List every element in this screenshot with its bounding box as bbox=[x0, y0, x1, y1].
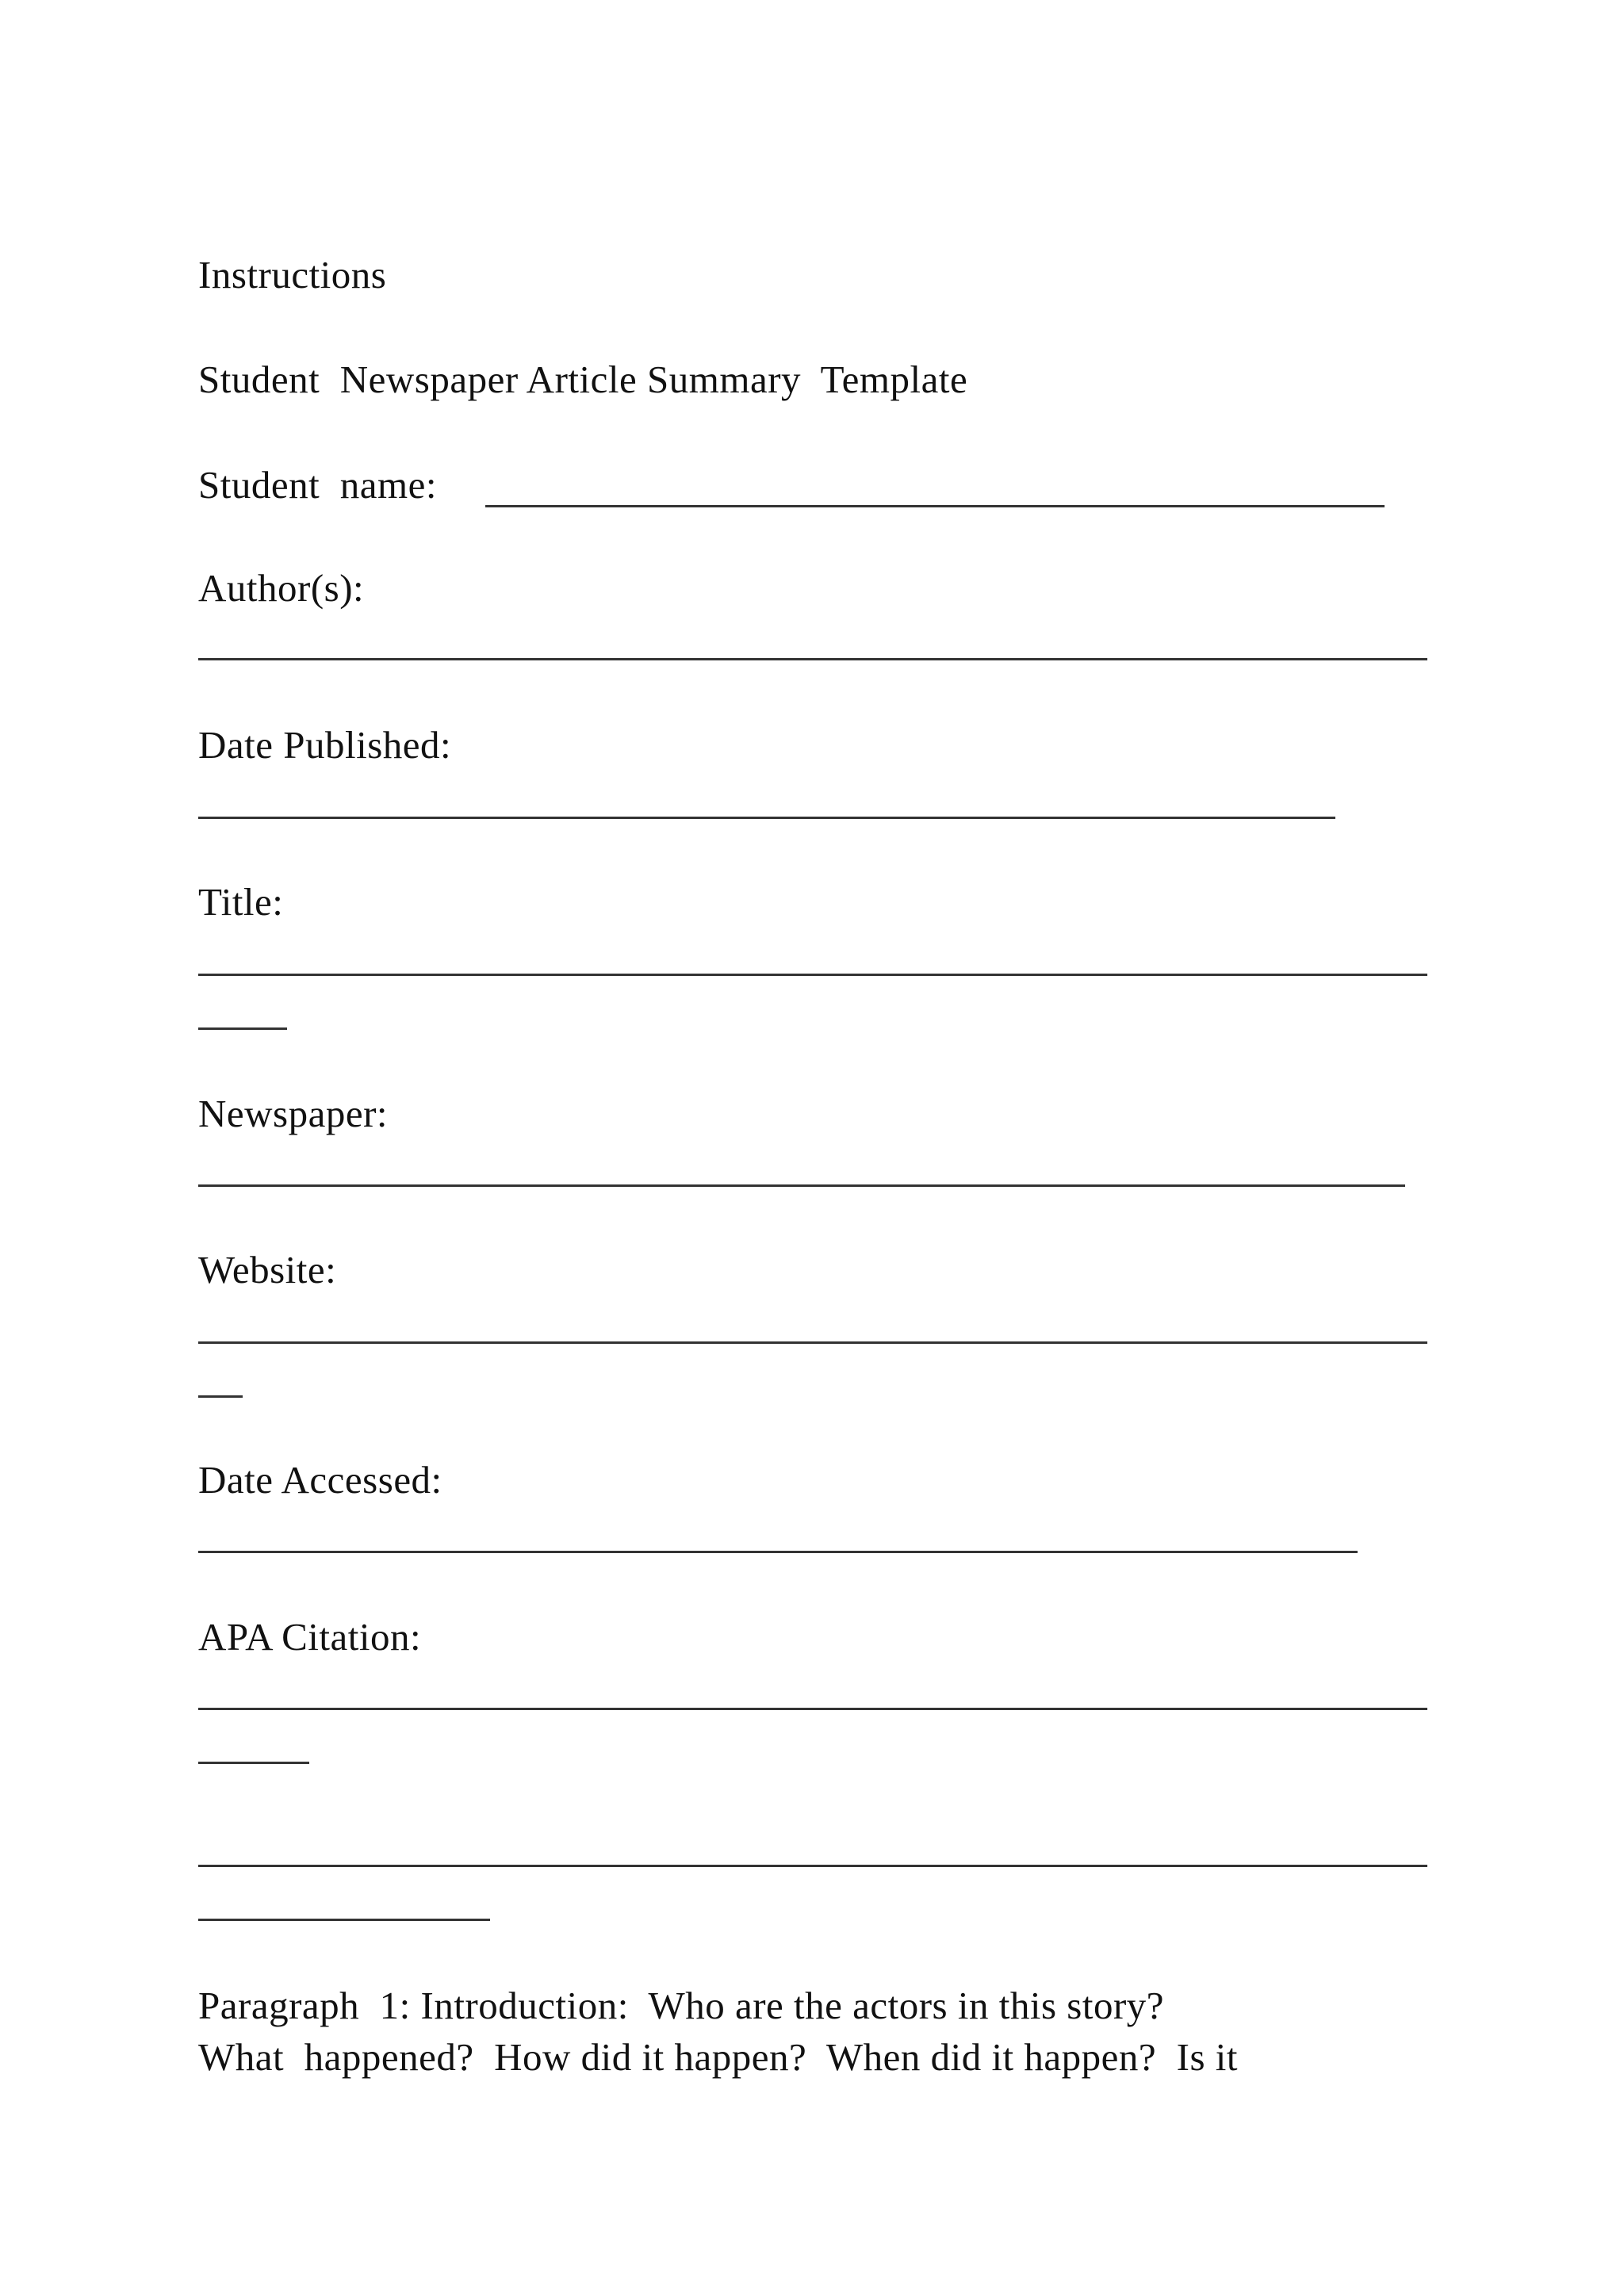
title-blank-line-1[interactable] bbox=[198, 974, 1427, 976]
apa-citation-blank-line-1[interactable] bbox=[198, 1708, 1427, 1710]
apa-citation-blank-line-3[interactable] bbox=[198, 1865, 1427, 1867]
date-published-label: Date Published: bbox=[198, 723, 452, 767]
apa-citation-blank-line-4[interactable] bbox=[198, 1919, 490, 1921]
newspaper-label: Newspaper: bbox=[198, 1092, 389, 1135]
authors-label: Author(s): bbox=[198, 566, 365, 610]
apa-citation-label: APA Citation: bbox=[198, 1615, 422, 1659]
template-title: Student Newspaper Article Summary Template bbox=[198, 358, 968, 401]
date-published-blank[interactable] bbox=[198, 817, 1335, 819]
paragraph-1-line-1: Paragraph 1: Introduction: Who are the actors in this story? bbox=[198, 1984, 1165, 2027]
apa-citation-blank-line-2[interactable] bbox=[198, 1762, 309, 1764]
student-name-label: Student name: bbox=[198, 463, 437, 507]
instructions-heading: Instructions bbox=[198, 253, 387, 297]
paragraph-1-line-2: What happened? How did it happen? When did it happen? Is it bbox=[198, 2035, 1239, 2079]
website-blank-line-1[interactable] bbox=[198, 1341, 1427, 1344]
date-accessed-label: Date Accessed: bbox=[198, 1458, 442, 1502]
student-name-blank[interactable] bbox=[485, 505, 1385, 507]
website-label: Website: bbox=[198, 1248, 337, 1292]
title-label: Title: bbox=[198, 880, 284, 924]
date-accessed-blank[interactable] bbox=[198, 1551, 1358, 1553]
title-blank-line-2[interactable] bbox=[198, 1027, 287, 1030]
authors-blank[interactable] bbox=[198, 658, 1427, 660]
newspaper-blank[interactable] bbox=[198, 1184, 1405, 1187]
website-blank-line-2[interactable] bbox=[198, 1395, 243, 1398]
